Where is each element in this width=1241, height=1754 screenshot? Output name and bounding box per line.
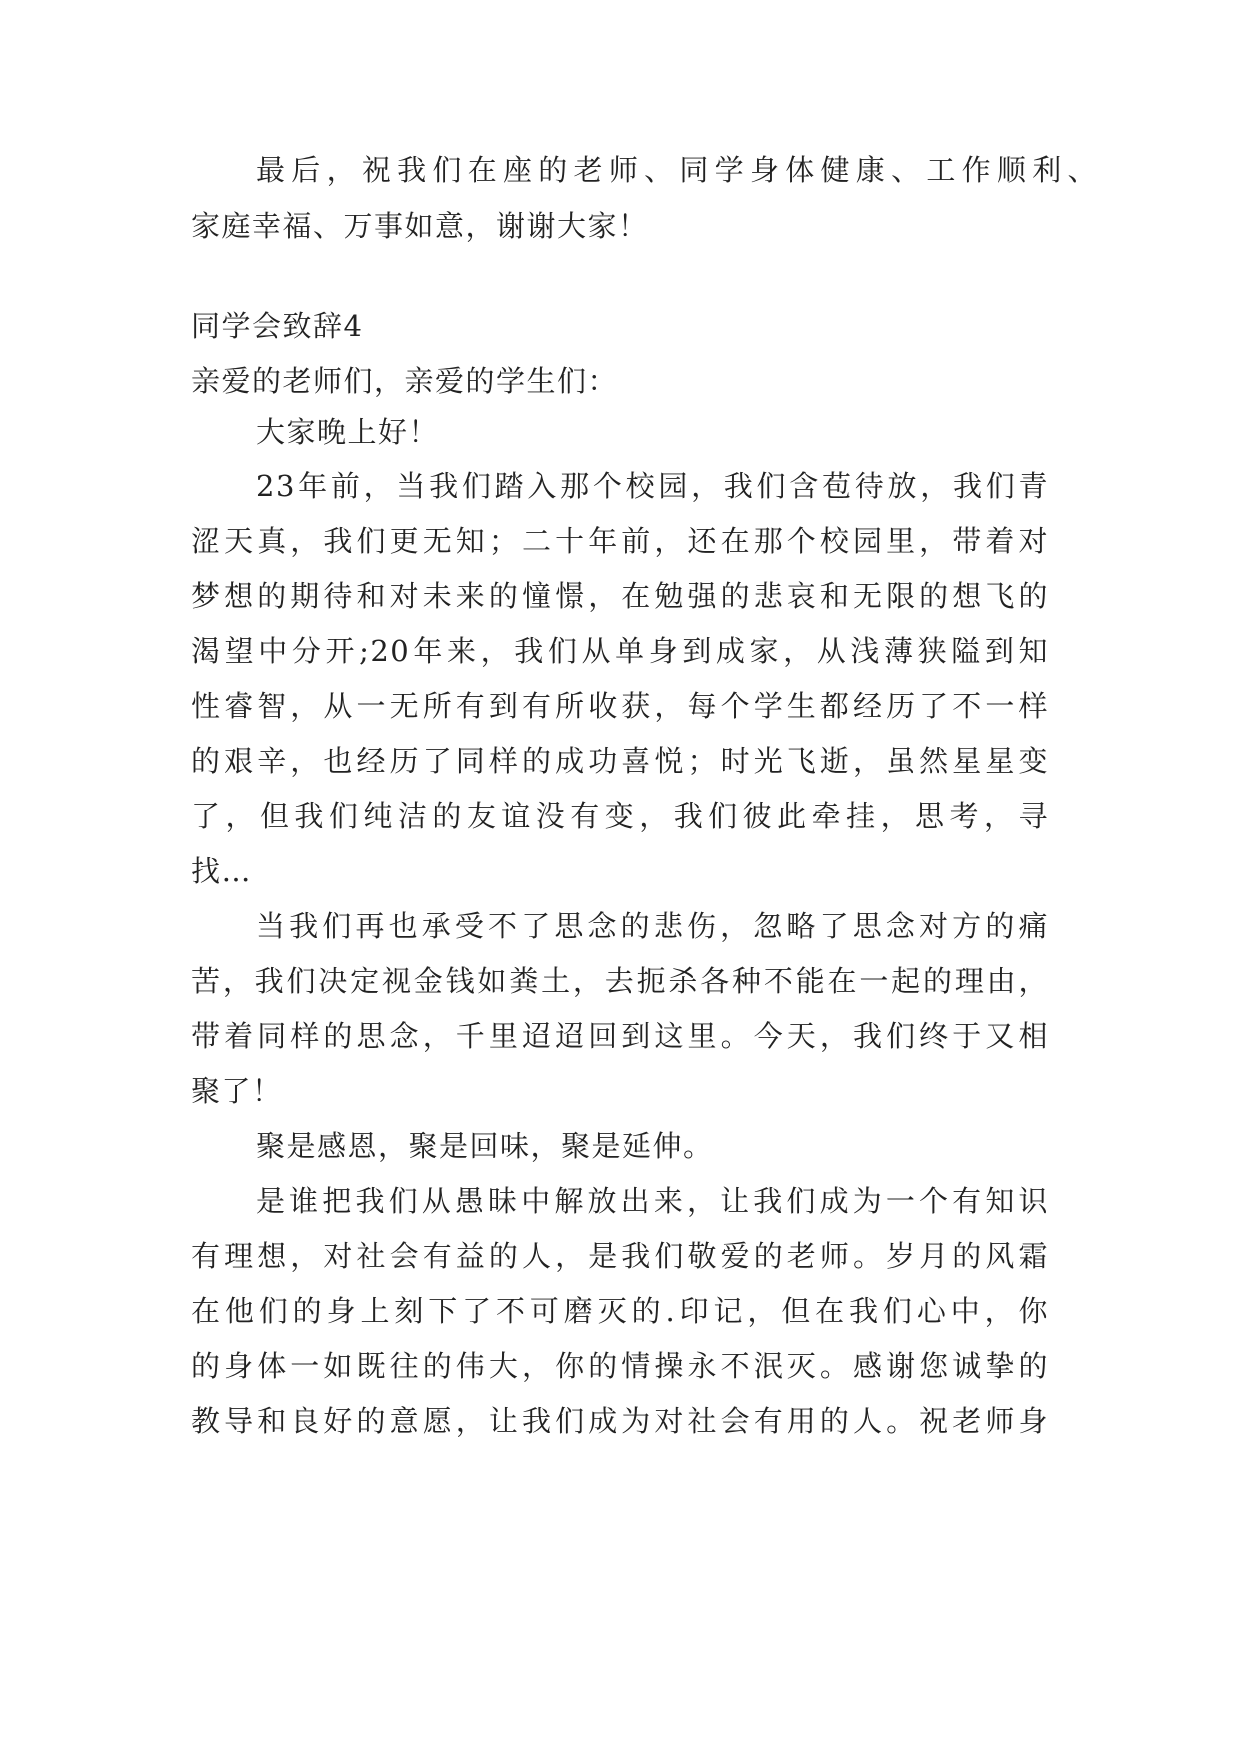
greeting: 大家晚上好！	[256, 415, 440, 449]
paragraph-line: 苦，我们决定视金钱如粪土，去扼杀各种不能在一起的理由，	[191, 964, 1049, 998]
paragraph-line: 23年前，当我们踏入那个校园，我们含苞待放，我们青	[256, 469, 1049, 503]
paragraph-line: 涩天真，我们更无知；二十年前，还在那个校园里，带着对	[191, 524, 1049, 558]
paragraph-line: 带着同样的思念，千里迢迢回到这里。今天，我们终于又相	[191, 1019, 1049, 1053]
paragraph-line: 梦想的期待和对未来的憧憬，在勉强的悲哀和无限的想飞的	[191, 579, 1049, 613]
paragraph-line: 渴望中分开;20年来，我们从单身到成家，从浅薄狭隘到知	[191, 634, 1049, 668]
salutation: 亲爱的老师们，亲爱的学生们：	[191, 364, 619, 398]
paragraph-line: 是谁把我们从愚昧中解放出来，让我们成为一个有知识	[256, 1184, 1049, 1218]
paragraph-line: 的身体一如既往的伟大，你的情操永不泯灭。感谢您诚挚的	[191, 1349, 1049, 1383]
paragraph-line: 聚了！	[191, 1074, 283, 1108]
paragraph-line: 聚是感恩，聚是回味，聚是延伸。	[256, 1129, 714, 1163]
paragraph-line: 当我们再也承受不了思念的悲伤，忽略了思念对方的痛	[256, 909, 1049, 943]
paragraph-line: 找…	[191, 854, 253, 888]
paragraph-line: 教导和良好的意愿，让我们成为对社会有用的人。祝老师身	[191, 1404, 1049, 1438]
paragraph-line: 在他们的身上刻下了不可磨灭的.印记，但在我们心中，你	[191, 1294, 1049, 1328]
paragraph-line: 家庭幸福、万事如意，谢谢大家！	[191, 209, 649, 243]
paragraph-line: 性睿智，从一无所有到有所收获，每个学生都经历了不一样	[191, 689, 1049, 723]
section-title: 同学会致辞4	[191, 309, 364, 343]
paragraph-line: 的艰辛，也经历了同样的成功喜悦；时光飞逝，虽然星星变	[191, 744, 1049, 778]
paragraph-line: 了，但我们纯洁的友谊没有变，我们彼此牵挂，思考，寻	[191, 799, 1049, 833]
paragraph-line: 最后，祝我们在座的老师、同学身体健康、工作顺利、	[256, 153, 1098, 187]
paragraph-line: 有理想，对社会有益的人，是我们敬爱的老师。岁月的风霜	[191, 1239, 1049, 1273]
